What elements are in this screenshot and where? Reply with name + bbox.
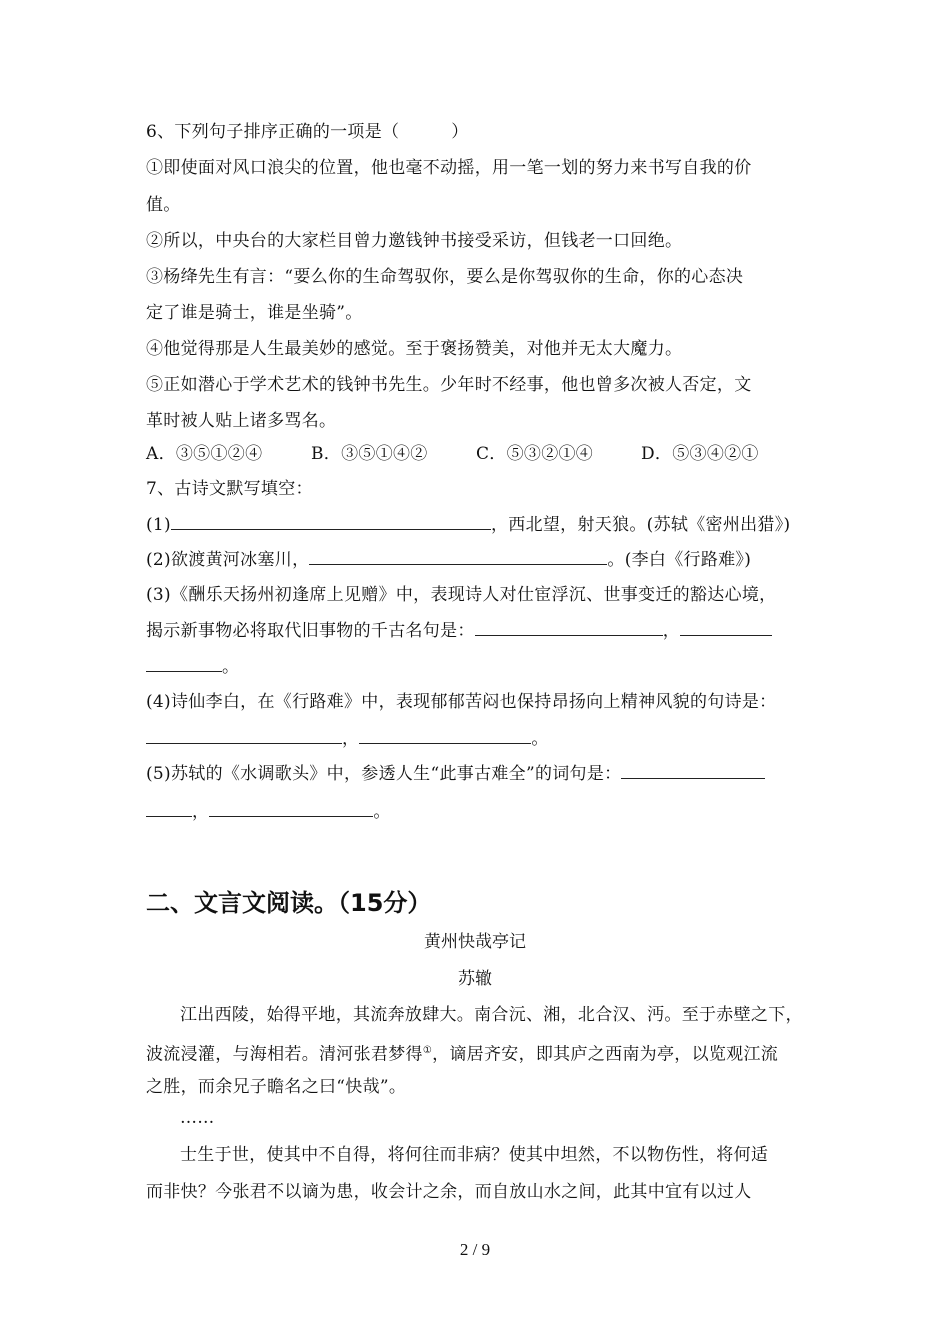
q7-item-4: (4)诗仙李白，在《行路难》中，表现郁郁苦闷也保持昂扬向上精神风貌的句诗是：	[146, 692, 777, 712]
page-number: 2 / 9	[459, 1240, 491, 1259]
option-c[interactable]: C．⑤③②①④	[476, 444, 594, 464]
q7-item-5-prompt: (5)苏轼的《水调歌头》中，参透人生“此事古难全”的词句是：	[146, 764, 622, 784]
q7-item-3-blank-2[interactable]	[680, 619, 772, 636]
q7-item-5-blank-2[interactable]	[209, 800, 373, 817]
q6-sentence-5: ⑤正如潜心于学术艺术的钱钟书先生。少年时不经事，他也曾多次被人否定，文	[146, 375, 752, 395]
q6-sentence-1-cont: 值。	[146, 195, 181, 215]
q7-item-4-answers	[146, 727, 810, 751]
q7-item-1-number: (1)	[146, 515, 171, 535]
passage-p1-line1: 江出西陵，始得平地，其流奔放肆大。南合沅、湘，北合汉、沔。至于赤壁之下，	[180, 1005, 803, 1025]
q7-item-2-text: (2)欲渡黄河冰塞川，	[146, 550, 310, 570]
q7-item-3-blank-1[interactable]	[475, 619, 663, 636]
q7-item-2-blank[interactable]	[309, 548, 607, 565]
footnote-marker: ①	[422, 1045, 433, 1056]
passage-p1-line3: 之胜，而余兄子瞻名之曰“快哉”。	[146, 1077, 407, 1097]
q6-sentence-2: ②所以，中央台的大家栏目曾力邀钱钟书接受采访，但钱老一口回绝。	[146, 231, 683, 251]
q6-sentence-5-cont: 革时被人贴上诸多骂名。	[146, 411, 337, 431]
comma: ，	[662, 621, 681, 641]
q7-item-3: (3)《酬乐天扬州初逢席上见赠》中，表现诗人对仕宦浮沉、世事变迁的豁达心境，	[146, 585, 777, 605]
period: 。	[531, 729, 549, 749]
q6-sentence-1: ①即使面对风口浪尖的位置，他也毫不动摇，用一笔一划的努力来书写自我的价	[146, 158, 752, 178]
q6-sentence-4: ④他觉得那是人生最美妙的感觉。至于褒扬赞美，对他并无太大魔力。	[146, 339, 683, 359]
q7-item-5-blank-1-cont[interactable]	[146, 800, 192, 817]
q6-stem: 6、下列句子排序正确的一项是（ ）	[146, 122, 469, 142]
q7-item-1-text: ，西北望，射天狼。(苏轼《密州出猎》)	[490, 515, 791, 535]
q7-item-2	[146, 548, 810, 572]
q7-stem: 7、古诗文默写填空：	[146, 479, 313, 499]
q7-item-1	[146, 513, 810, 537]
passage-text: ，谪居齐安，即其庐之西南为亭，以览观江流	[432, 1044, 779, 1065]
q7-item-5-blank-1[interactable]	[621, 762, 765, 779]
passage-author: 苏辙	[458, 969, 492, 989]
q7-item-2-source: 。(李白《行路难》)	[607, 550, 752, 570]
option-d[interactable]: D．⑤③④②①	[641, 444, 759, 464]
q7-item-3-end	[146, 655, 810, 679]
q7-item-1-blank[interactable]	[171, 513, 491, 530]
q6-options	[146, 442, 810, 466]
q7-item-3-cont	[146, 619, 810, 643]
passage-ellipsis: ……	[180, 1108, 215, 1128]
q6-sentence-3: ③杨绛先生有言：“要么你的生命驾驭你，要么是你驾驭你的生命，你的心态决	[146, 267, 744, 287]
q7-item-4-blank-1[interactable]	[146, 727, 342, 744]
q7-item-5	[146, 762, 810, 786]
passage-title: 黄州快哉亭记	[424, 932, 526, 952]
q7-item-3-prompt: 揭示新事物必将取代旧事物的千古名句是：	[146, 621, 475, 641]
passage-p1-line2	[146, 1039, 810, 1067]
q7-item-3-blank-2-cont[interactable]	[146, 655, 222, 672]
passage-text: 波流浸灌，与海相若。清河张君梦得	[146, 1044, 423, 1065]
option-a[interactable]: A．③⑤①②④	[146, 444, 263, 464]
passage-p2-line1: 士生于世，使其中不自得，将何往而非病？使其中坦然，不以物伤性，将何适	[180, 1145, 769, 1165]
q6-sentence-3-cont: 定了谁是骑士，谁是坐骑”。	[146, 303, 363, 323]
comma: ，	[192, 802, 210, 822]
section-2-heading: 二、文言文阅读。（15分）	[146, 889, 432, 917]
period: 。	[373, 802, 391, 822]
q7-item-5-answers	[146, 800, 810, 824]
passage-p2-line2: 而非快？今张君不以谪为患，收会计之余，而自放山水之间，此其中宜有以过人	[146, 1182, 752, 1202]
period: 。	[222, 657, 240, 677]
comma: ，	[342, 729, 360, 749]
option-b[interactable]: B．③⑤①④②	[311, 444, 428, 464]
q7-item-4-blank-2[interactable]	[359, 727, 531, 744]
